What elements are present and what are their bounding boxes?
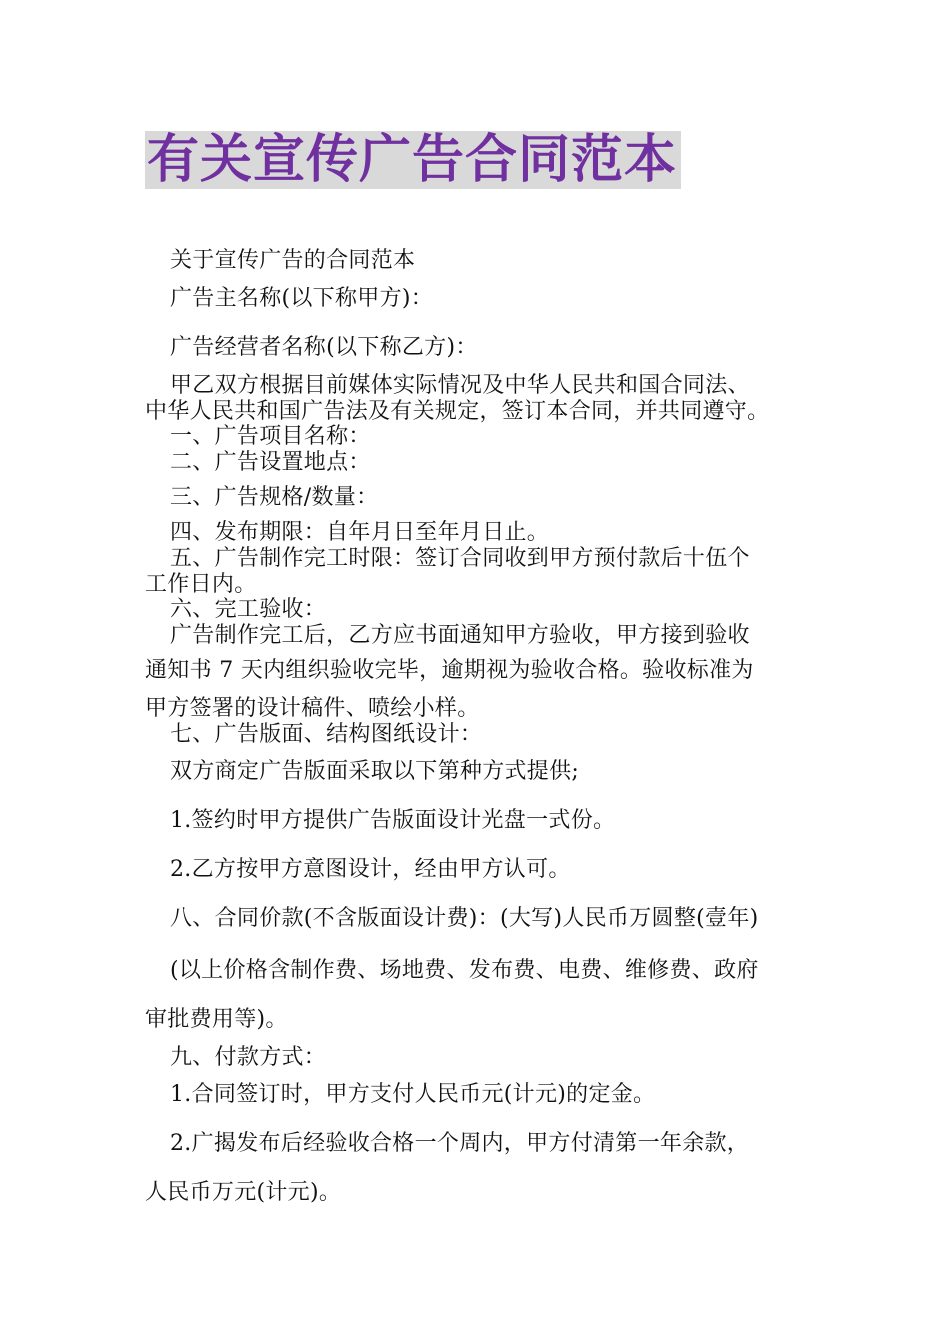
paragraph-line: 二、广告设置地点：	[170, 450, 371, 475]
paragraph-line: 甲乙双方根据目前媒体实际情况及中华人民共和国合同法、	[170, 373, 750, 398]
paragraph-line: 审批费用等)。	[145, 1007, 288, 1032]
paragraph-line: 八、合同价款(不含版面设计费)：(大写)人民币万圆整(壹年)	[170, 906, 759, 931]
paragraph-line: 人民币万元(计元)。	[145, 1180, 342, 1205]
paragraph-line: 1.合同签订时，甲方支付人民币元(计元)的定金。	[170, 1082, 656, 1107]
paragraph-line: 2.乙方按甲方意图设计，经由甲方认可。	[170, 857, 571, 882]
paragraph-line: 五、广告制作完工时限：签订合同收到甲方预付款后十伍个	[170, 546, 750, 571]
paragraph-line: 六、完工验收：	[170, 597, 327, 622]
document-title: 有关宣传广告合同范本	[145, 131, 681, 189]
paragraph-line: 广告制作完工后，乙方应书面通知甲方验收，甲方接到验收	[170, 623, 750, 648]
paragraph-line: 七、广告版面、结构图纸设计：	[170, 722, 483, 747]
paragraph-line: 广告经营者名称(以下称乙方)：	[170, 335, 478, 360]
paragraph-line: 1.签约时甲方提供广告版面设计光盘一式份。	[170, 808, 616, 833]
paragraph-line: 通知书 7 天内组织验收完毕，逾期视为验收合格。验收标准为	[145, 658, 754, 683]
paragraph-line: 一、广告项目名称：	[170, 424, 371, 449]
paragraph-line: 2.广揭发布后经验收合格一个周内，甲方付清第一年余款，	[170, 1131, 750, 1156]
paragraph-line: 中华人民共和国广告法及有关规定，签订本合同，并共同遵守。	[145, 399, 770, 424]
paragraph-line: 工作日内。	[145, 572, 257, 597]
paragraph-line: 关于宣传广告的合同范本	[170, 248, 416, 273]
paragraph-line: 九、付款方式：	[170, 1045, 327, 1070]
paragraph-line: 甲方签署的设计稿件、喷绘小样。	[145, 696, 480, 721]
paragraph-line: 广告主名称(以下称甲方)：	[170, 286, 434, 311]
paragraph-line: 双方商定广告版面采取以下第种方式提供;	[170, 759, 580, 784]
paragraph-line: 三、广告规格/数量：	[170, 485, 379, 510]
paragraph-line: 四、发布期限：自年月日至年月日止。	[170, 520, 550, 545]
paragraph-line: (以上价格含制作费、场地费、发布费、电费、维修费、政府	[170, 958, 759, 983]
